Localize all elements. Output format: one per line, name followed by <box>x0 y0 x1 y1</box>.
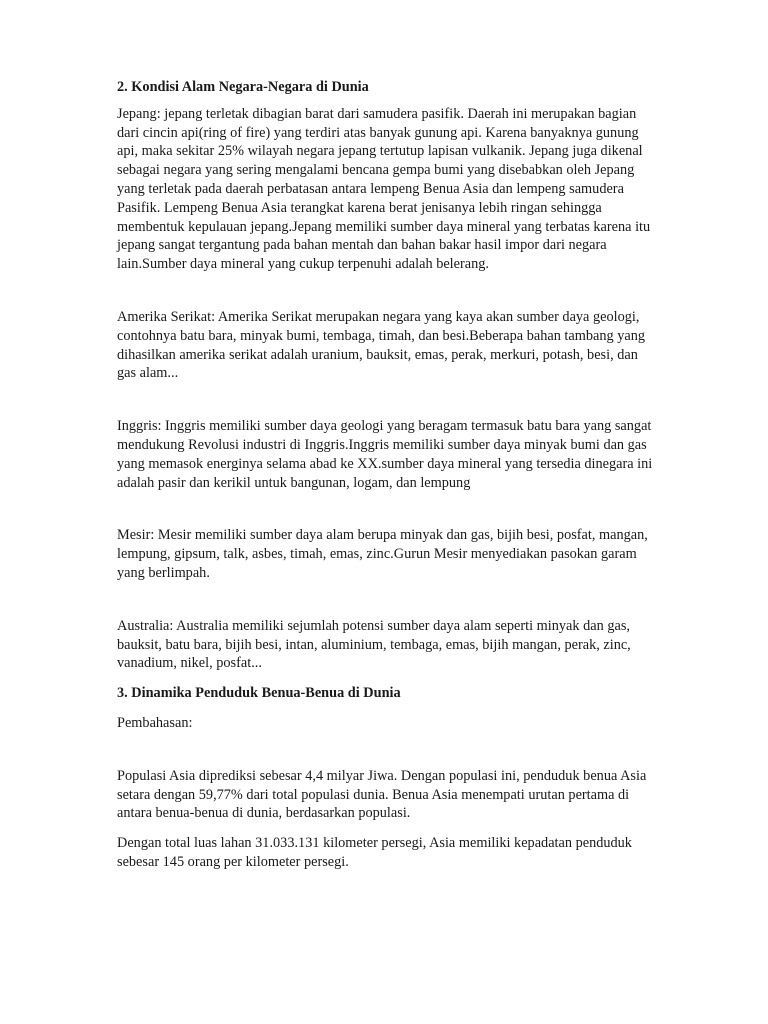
paragraph-pembahasan-label: Pembahasan: <box>117 714 193 731</box>
document-page <box>117 78 657 872</box>
paragraph-amerika-serikat: Amerika Serikat: Amerika Serikat merupakan negara yang kaya akan sumber daya geologi, contohnya batu bara, minyak bumi, tembaga, timah, dan besi.Beberapa bahan tambang yang dihasilkan amerika serikat adalah uranium, bauksit, emas, perak, merkuri, potash, besi, dan gas alam... <box>117 308 646 382</box>
paragraph-inggris: Inggris: Inggris memiliki sumber daya geologi yang beragam termasuk batu bara yang sangat mendukung Revolusi industri di Inggris.Inggris memiliki sumber daya minyak bumi dan gas yang memasok energinya selama abad ke XX.sumber daya mineral yang tersedia dinegara ini adalah pasir dan kerikil untuk bangunan, logam, dan lempung <box>117 418 653 491</box>
section-heading-kondisi-alam: 2. Kondisi Alam Negara-Negara di Dunia <box>117 79 369 95</box>
section-heading-dinamika-penduduk: 3. Dinamika Penduduk Benua-Benua di Dunia <box>117 685 401 702</box>
paragraph-australia: Australia: Australia memiliki sejumlah potensi sumber daya alam seperti minyak dan gas, bauksit, batu bara, bijih besi, intan, aluminium, tembaga, emas, bijih mangan, perak, zinc, vanadium, nikel, posfat... <box>117 617 631 672</box>
paragraph-mesir: Mesir: Mesir memiliki sumber daya alam berupa minyak dan gas, bijih besi, posfat, mangan, lempung, gipsum, talk, asbes, timah, emas, zinc.Gurun Mesir menyediakan pasokan garam yang berlimpah. <box>117 527 648 581</box>
paragraph-kepadatan-asia: Dengan total luas lahan 31.033.131 kilometer persegi, Asia memiliki kepadatan penduduk sebesar 145 orang per kilometer persegi. <box>117 835 632 870</box>
paragraph-jepang: Jepang: jepang terletak dibagian barat dari samudera pasifik. Daerah ini merupakan bagian dari cincin api(ring of fire) yang terdiri atas banyak gunung api. Karena banyaknya gunung api, maka sekitar 25% wilayah negara jepang tertutup lapisan vulkanik. Jepang juga dikenal sebagai negara yang sering mengalami bencana gempa bumi yang disebabkan oleh Jepang yang terletak pada daerah perbatasan antara lempeng Benua Asia dan lempeng samudera Pasifik. Lempeng Benua Asia terangkat karena berat jenisanya lebih ringan sehingga membentuk kepulauan jepang.Jepang memiliki sumber daya mineral yang terbatas karena itu jepang sangat tergantung pada bahan mentah dan bahan bakar hasil impor dari negara lain.Sumber daya mineral yang cukup terpenuhi adalah belerang. <box>117 105 651 273</box>
paragraph-populasi-asia: Populasi Asia diprediksi sebesar 4,4 milyar Jiwa. Dengan populasi ini, penduduk benua Asia setara dengan 59,77% dari total populasi dunia. Benua Asia menempati urutan pertama di antara benua-benua di dunia, berdasarkan populasi. <box>117 767 647 822</box>
